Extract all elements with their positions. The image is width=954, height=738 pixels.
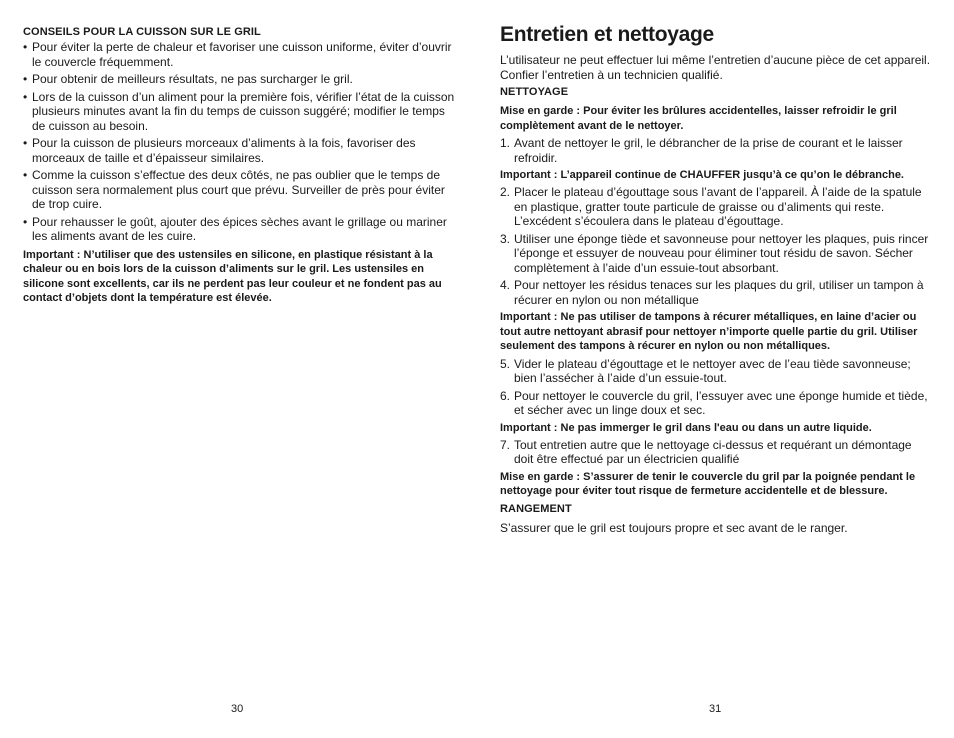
page-number-right: 31 [709, 703, 722, 715]
step-4 [500, 278, 932, 307]
step-text: Utiliser une éponge tiède et savonneuse pour nettoyer les plaques, puis rincer l’éponge et essuyer de nouveau pour éliminer tout résidu de savon. Sécher complètement à l’aide d’un essuie-tout absorbant. [514, 231, 929, 275]
step-2 [500, 185, 932, 229]
list-item [23, 215, 456, 244]
bullet-marker: • [23, 89, 28, 104]
step-3 [500, 232, 932, 276]
page-title: Entretien et nettoyage [500, 23, 714, 46]
step-number: 4. [500, 278, 511, 292]
bullet-marker: • [23, 40, 28, 54]
bullet-text: Lors de la cuisson d’un aliment pour la première fois, vérifier l’état de la cuisson plusieurs minutes avant la fin du temps de cuisson suggéré; modifier le temps de cuisson au besoin. [32, 89, 455, 133]
bullet-text: Pour rehausser le goût, ajouter des épices sèches avant le grillage ou mariner les aliments avant de les cuire. [32, 214, 447, 243]
immersion-important-note: Important : Ne pas immerger le gril dans l'eau ou dans un autre liquide. [500, 421, 872, 434]
list-item [23, 72, 456, 87]
step-number: 5. [500, 356, 511, 371]
step-text: Tout entretien autre que le nettoyage ci-dessus et requérant un démontage doit être effectué par un électricien qualifié [514, 437, 912, 466]
step-number: 3. [500, 231, 511, 246]
utensils-important-note: Important : N’utiliser que des ustensiles en silicone, en plastique résistant à la chaleur ou en bois lors de la cuisson d’aliments sur le gril. Les ustensiles en silicone sont excellents, car ils ne perdent pas leur couleur et ne fondent pas au contact d’objets dont la température est élevée. [23, 248, 442, 304]
step-text: Vider le plateau d’égouttage et le nettoyer avec de l’eau tiède savonneuse; bien l’assécher à l’aide d’un essuie-tout. [514, 356, 911, 385]
step-7 [500, 438, 932, 467]
bullet-marker: • [23, 72, 28, 86]
grill-tips-list [23, 40, 456, 244]
step-text: Pour nettoyer le couvercle du gril, l’essuyer avec une éponge humide et tiède, et sécher avec un linge doux et sec. [514, 388, 928, 417]
grill-tips-heading: CONSEILS POUR LA CUISSON SUR LE GRIL [23, 26, 261, 38]
bullet-text: Pour obtenir de meilleurs résultats, ne pas surcharger le gril. [32, 72, 353, 86]
step-text: Placer le plateau d’égouttage sous l’avant de l’appareil. À l’aide de la spatule en plastique, gratter toute particule de graisse ou d’aliments qui reste. L’excédent s’écoulera dans le plateau d’égouttage. [514, 185, 922, 228]
step-number: 2. [500, 185, 511, 199]
lid-warning: Mise en garde : S’assurer de tenir le couvercle du gril par la poignée pendant le nettoyage pour éviter tout risque de fermeture accidentelle et de blessure. [500, 470, 916, 497]
step-6 [500, 389, 932, 418]
intro-text: L’utilisateur ne peut effectuer lui même l’entretien d’aucune pièce de cet appareil. Confier l’entretien à un technicien qualifié. [500, 53, 931, 82]
list-item [23, 168, 456, 212]
left-page [23, 0, 456, 306]
abrasive-important-note: Important : Ne pas utiliser de tampons à récurer métalliques, en laine d’acier ou tout autre nettoyant abrasif pour nettoyer n’importe quelle partie du gril. Utiliser seulement des tampons à récurer en nylon ou non métalliques. [500, 311, 918, 352]
storage-heading: RANGEMENT [500, 502, 572, 515]
burn-warning: Mise en garde : Pour éviter les brûlures accidentelles, laisser refroidir le gril complètement avant de le nettoyer. [500, 105, 897, 132]
right-page [500, 0, 932, 536]
bullet-marker: • [23, 168, 28, 182]
step-number: 7. [500, 437, 511, 452]
step-number: 6. [500, 388, 511, 403]
step-1 [500, 136, 932, 165]
page-number-left: 30 [231, 703, 244, 715]
bullet-marker: • [23, 214, 28, 229]
bullet-text: Comme la cuisson s’effectue des deux côtés, ne pas oublier que le temps de cuisson sera normalement plus court que prévu. Surveiller de près pour éviter de trop cuire. [32, 168, 445, 211]
cleaning-heading: NETTOYAGE [500, 86, 569, 98]
bullet-marker: • [23, 136, 28, 150]
step-text: Avant de nettoyer le gril, le débrancher de la prise de courant et le laisser refroidir. [514, 136, 903, 165]
list-item [23, 90, 456, 134]
list-item [23, 136, 456, 165]
step-5 [500, 357, 932, 386]
step-number: 1. [500, 136, 511, 150]
bullet-text: Pour la cuisson de plusieurs morceaux d’aliments à la fois, favoriser des morceaux de taille et d’épaisseur similaires. [32, 136, 416, 165]
step-text: Pour nettoyer les résidus tenaces sur les plaques du gril, utiliser un tampon à récurer en nylon ou non métallique [514, 278, 924, 307]
storage-text: S’assurer que le gril est toujours propre et sec avant de le ranger. [500, 520, 848, 535]
list-item [23, 40, 456, 69]
bullet-text: Pour éviter la perte de chaleur et favoriser une cuisson uniforme, éviter d’ouvrir le couvercle fréquemment. [32, 40, 452, 69]
unplug-important-note: Important : L’appareil continue de CHAUFFER jusqu’à ce qu’on le débranche. [500, 169, 904, 181]
